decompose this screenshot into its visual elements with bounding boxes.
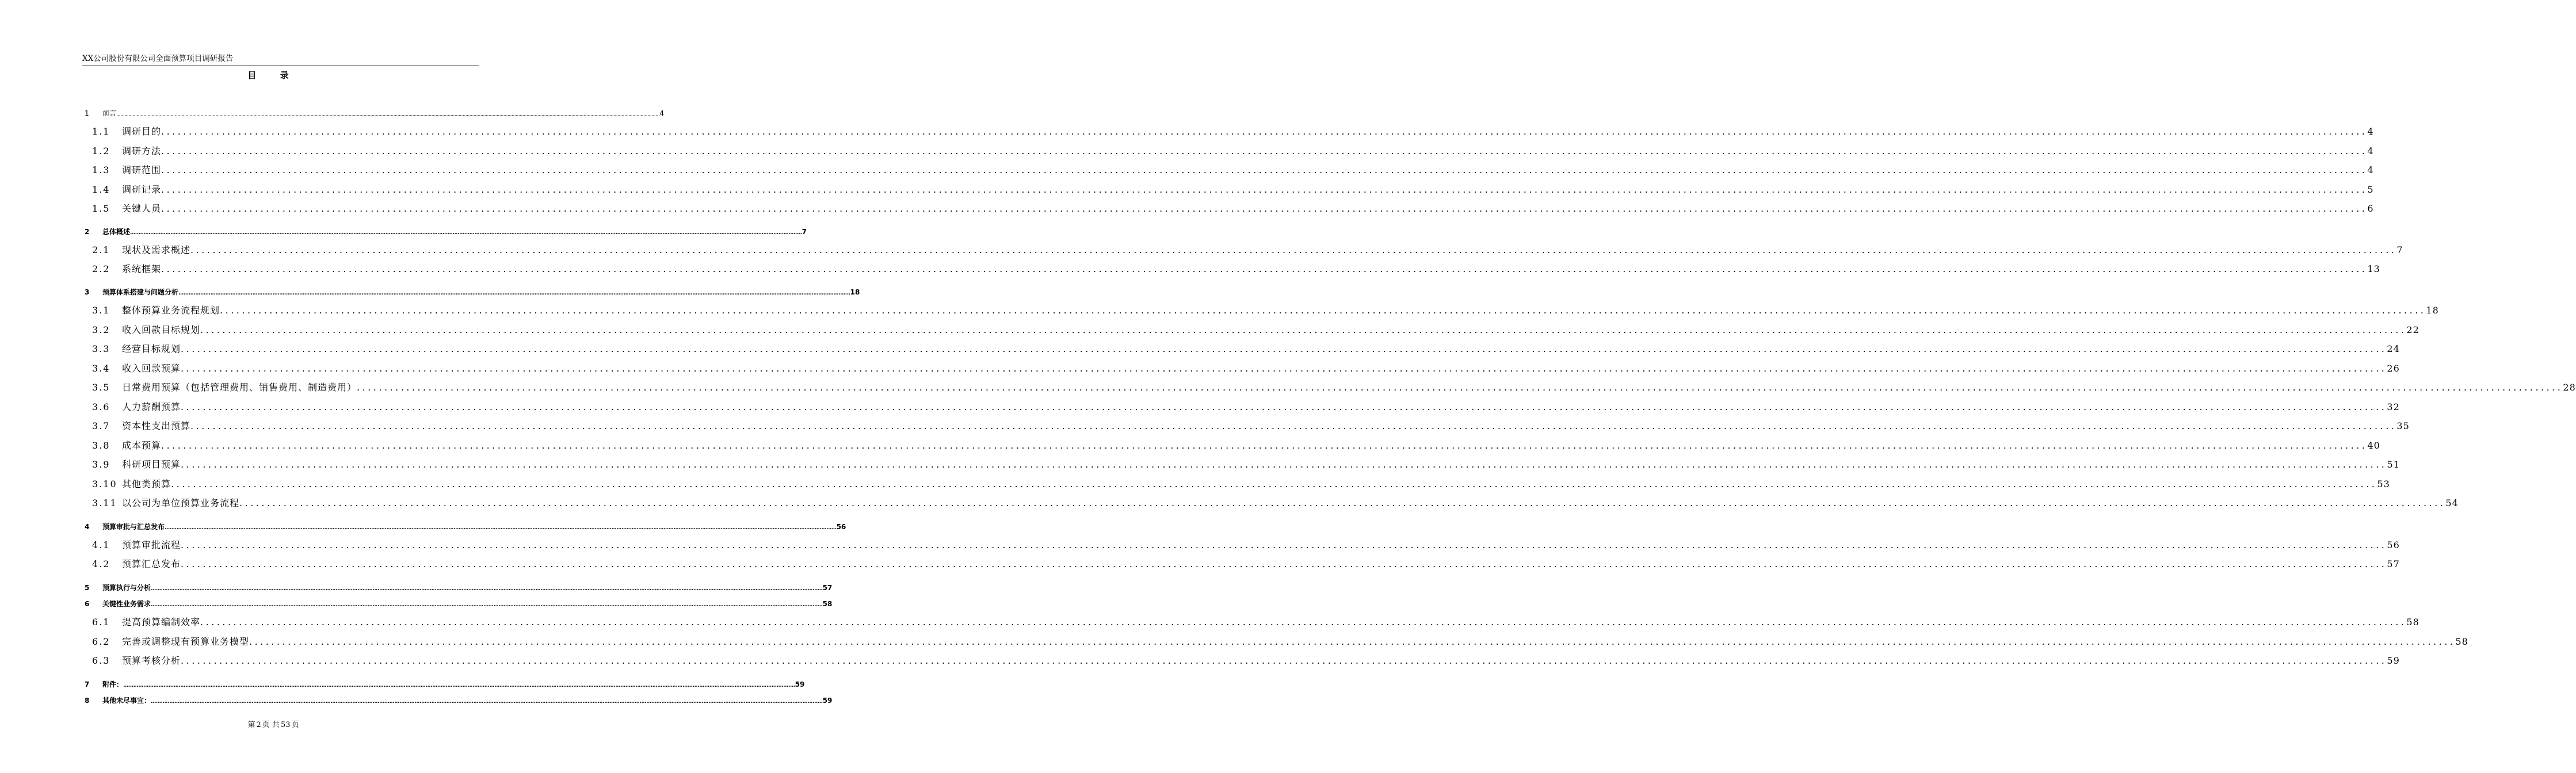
toc-entry-page: 4 [659, 109, 664, 117]
toc-entry-page: 57 [2387, 558, 2400, 569]
toc-entry-page: 40 [2367, 440, 2380, 451]
toc-chapter-entry[interactable] [85, 227, 807, 236]
toc-entry-title: 收入回款预算 [122, 363, 181, 374]
toc-entry-number: 1 [85, 109, 89, 117]
toc-entry-title: 预算审批与汇总发布 [102, 523, 165, 531]
toc-entry-page: 54 [2445, 498, 2459, 508]
toc-entry-title: 关键人员 [122, 203, 162, 214]
footer-current-page: 2 [256, 721, 261, 729]
toc-chapter-entry[interactable] [85, 109, 664, 118]
toc-entry-page: 59 [822, 697, 833, 705]
toc-entry-page: 18 [2426, 305, 2439, 316]
toc-entry-page: 58 [822, 600, 833, 608]
toc-dot-leader: ................................................................................................................................................................................................................................................................................................................................................................................................................ [161, 440, 2368, 451]
toc-dot-leader: ................................................................................................................................................................................................................................................................................................................................................................................................................ [200, 617, 2407, 627]
toc-entry-title: 其他类预算 [122, 479, 171, 489]
toc-dot-leader: ................................................................................................................................................................................................................................................................................................................................................................................................................ [165, 525, 837, 531]
toc-entry-page: 56 [2387, 539, 2400, 550]
toc-section-entry[interactable] [92, 144, 2374, 158]
toc-entry-title: 日常费用预算（包括管理费用、销售费用、制造费用） [122, 382, 357, 393]
toc-entry-number: 8 [85, 697, 90, 705]
toc-section-entry[interactable] [92, 163, 2374, 177]
toc-section-entry[interactable] [92, 304, 2439, 317]
toc-dot-leader: ................................................................................................................................................................................................................................................................................................................................................................................................................ [357, 382, 2563, 393]
toc-entry-number: 3.1 [92, 305, 110, 316]
toc-dot-leader: ................................................................................................................................................................................................................................................................................................................................................................................................................ [181, 655, 2387, 666]
toc-entry-page: 24 [2387, 343, 2400, 354]
toc-entry-title: 收入回款目标规划 [122, 324, 201, 335]
toc-entry-page: 51 [2387, 459, 2400, 470]
toc-chapter-entry[interactable] [85, 288, 860, 297]
toc-dot-leader: ................................................................................................................................................................................................................................................................................................................................................................................................................ [181, 401, 2387, 412]
toc-section-entry[interactable] [92, 419, 2410, 433]
toc-entry-title: 现状及需求概述 [122, 244, 191, 255]
running-header: XX公司股份有限公司全面预算项目调研报告 [82, 53, 479, 66]
toc-dot-leader: ................................................................................................................................................................................................................................................................................................................................................................................................................ [239, 498, 2446, 508]
toc-entry-title: 调研范围 [122, 164, 162, 175]
toc-entry-page: 53 [2377, 479, 2390, 489]
toc-dot-leader: ................................................................................................................................................................................................................................................................................................................................................................................................................ [161, 184, 2368, 195]
toc-entry-number: 1.4 [92, 184, 110, 195]
toc-entry-page: 4 [2367, 146, 2374, 156]
toc-section-entry[interactable] [92, 496, 2459, 510]
toc-section-entry[interactable] [92, 557, 2400, 571]
toc-entry-title: 资本性支出预算 [122, 420, 191, 431]
toc-entry-page: 58 [2406, 617, 2419, 627]
toc-entry-page: 28 [2563, 382, 2576, 393]
toc-entry-title: 预算考核分析 [122, 655, 181, 666]
toc-dot-leader: ................................................................................................................................................................................................................................................................................................................................................................................................................ [220, 305, 2426, 316]
toc-entry-title: 总体概述 [102, 228, 131, 236]
toc-entry-page: 22 [2406, 324, 2419, 335]
toc-section-entry[interactable] [92, 381, 2576, 395]
toc-chapter-entry[interactable] [85, 583, 833, 592]
toc-entry-page: 59 [2387, 655, 2400, 666]
toc-entry-page: 4 [2367, 126, 2374, 137]
toc-section-entry[interactable] [92, 538, 2400, 552]
toc-entry-title: 整体预算业务流程规划 [122, 305, 220, 316]
toc-entry-page: 4 [2367, 164, 2374, 175]
toc-entry-title: 前言 [102, 109, 117, 117]
toc-entry-number: 4 [85, 523, 90, 531]
toc-entry-page: 58 [2455, 636, 2468, 647]
toc-dot-leader: ................................................................................................................................................................................................................................................................................................................................................................................................................ [181, 558, 2387, 569]
toc-entry-title: 以公司为单位预算业务流程 [122, 498, 240, 508]
toc-dot-leader: ................................................................................................................................................................................................................................................................................................................................................................................................................ [161, 203, 2368, 214]
toc-entry-title: 提高预算编制效率 [122, 617, 201, 627]
toc-entry-number: 2.2 [92, 263, 110, 274]
toc-entry-title: 预算体系搭建与问题分析 [102, 288, 179, 296]
toc-entry-title: 经营目标规划 [122, 343, 181, 354]
toc-dot-leader: ................................................................................................................................................................................................................................................................................................................................................................................................................ [130, 230, 802, 236]
toc-chapter-entry[interactable] [85, 680, 805, 689]
toc-entry-number: 3.6 [92, 401, 110, 412]
toc-dot-leader: ................................................................................................................................................................................................................................................................................................................................................................................................................ [200, 324, 2407, 335]
toc-dot-leader: ................................................................................................................................................................................................................................................................................................................................................................................................................ [151, 699, 823, 705]
footer-mid: 页 共 [262, 721, 280, 729]
toc-entry-title: 调研方法 [122, 146, 162, 156]
page-footer [0, 718, 547, 729]
toc-entry-number: 3 [85, 288, 90, 296]
toc-entry-number: 1.1 [92, 126, 110, 137]
toc-section-entry[interactable] [92, 323, 2419, 337]
toc-dot-leader: ................................................................................................................................................................................................................................................................................................................................................................................................................ [181, 459, 2387, 470]
toc-dot-leader: ................................................................................................................................................................................................................................................................................................................................................................................................................ [151, 586, 823, 592]
toc-entry-number: 6.3 [92, 655, 110, 666]
toc-title: 目 录 [247, 70, 299, 81]
toc-dot-leader: ................................................................................................................................................................................................................................................................................................................................................................................................................ [161, 126, 2368, 137]
toc-entry-page: 13 [2367, 263, 2380, 274]
toc-entry-page: 5 [2367, 184, 2374, 195]
toc-entry-title: 完善或调整现有预算业务模型 [122, 636, 250, 647]
toc-entry-number: 1.5 [92, 203, 110, 214]
toc-section-entry[interactable] [92, 439, 2380, 453]
toc-dot-leader: ................................................................................................................................................................................................................................................................................................................................................................................................................ [161, 164, 2368, 175]
toc-dot-leader: ................................................................................................................................................................................................................................................................................................................................................................................................................ [116, 112, 660, 117]
footer-total-pages: 53 [280, 721, 291, 729]
toc-chapter-entry[interactable] [85, 599, 833, 609]
toc-section-entry[interactable] [92, 654, 2400, 668]
toc-entry-number: 3.2 [92, 324, 110, 335]
toc-dot-leader: ................................................................................................................................................................................................................................................................................................................................................................................................................ [171, 479, 2377, 489]
toc-dot-leader: ................................................................................................................................................................................................................................................................................................................................................................................................................ [161, 146, 2368, 156]
footer-prefix: 第 [247, 721, 255, 729]
toc-section-entry[interactable] [92, 243, 2403, 257]
toc-dot-leader: ................................................................................................................................................................................................................................................................................................................................................................................................................ [151, 602, 823, 608]
toc-entry-title: 其他未尽事宜： [102, 697, 151, 705]
toc-entry-number: 3.11 [92, 498, 117, 508]
toc-dot-leader: ................................................................................................................................................................................................................................................................................................................................................................................................................ [181, 343, 2387, 354]
toc-chapter-entry[interactable] [85, 696, 833, 705]
toc-dot-leader: ................................................................................................................................................................................................................................................................................................................................................................................................................ [178, 290, 850, 296]
toc-section-entry[interactable] [92, 362, 2400, 376]
toc-entry-page: 59 [795, 680, 805, 688]
toc-entry-title: 调研目的 [122, 126, 162, 137]
toc-section-entry[interactable] [92, 477, 2390, 491]
toc-entry-number: 4.2 [92, 558, 110, 569]
toc-chapter-entry[interactable] [85, 522, 846, 531]
toc-entry-page: 56 [836, 523, 846, 531]
toc-entry-title: 科研项目预算 [122, 459, 181, 470]
toc-entry-title: 关键性业务需求 [102, 600, 151, 608]
toc-entry-number: 2.1 [92, 244, 110, 255]
toc-entry-number: 6 [85, 600, 90, 608]
toc-dot-leader: ................................................................................................................................................................................................................................................................................................................................................................................................................ [161, 263, 2368, 274]
toc-entry-number: 3.8 [92, 440, 110, 451]
toc-entry-page: 6 [2367, 203, 2374, 214]
toc-entry-number: 6.1 [92, 617, 110, 627]
toc-entry-title: 预算审批流程 [122, 539, 181, 550]
toc-entry-number: 1.2 [92, 146, 110, 156]
toc-entry-page: 26 [2387, 363, 2400, 374]
toc-entry-number: 3.7 [92, 420, 110, 431]
toc-entry-title: 系统框架 [122, 263, 162, 274]
toc-entry-number: 5 [85, 584, 90, 592]
toc-entry-title: 人力薪酬预算 [122, 401, 181, 412]
toc-section-entry[interactable] [92, 202, 2374, 216]
toc-section-entry[interactable] [92, 635, 2468, 649]
toc-entry-number: 1.3 [92, 164, 110, 175]
toc-entry-title: 附件： [102, 680, 124, 688]
toc-entry-number: 6.2 [92, 636, 110, 647]
toc-entry-number: 2 [85, 228, 90, 236]
toc-entry-number: 4.1 [92, 539, 110, 550]
toc-entry-title: 调研记录 [122, 184, 162, 195]
toc-entry-page: 32 [2387, 401, 2400, 412]
toc-section-entry[interactable] [92, 458, 2400, 472]
toc-entry-page: 35 [2396, 420, 2410, 431]
toc-dot-leader: ................................................................................................................................................................................................................................................................................................................................................................................................................ [181, 363, 2387, 374]
toc-entry-page: 57 [822, 584, 833, 592]
toc-entry-number: 3.9 [92, 459, 110, 470]
toc-section-entry[interactable] [92, 400, 2400, 414]
toc-entry-number: 3.10 [92, 479, 117, 489]
toc-entry-number: 7 [85, 680, 90, 688]
toc-entry-number: 3.5 [92, 382, 110, 393]
toc-section-entry[interactable] [92, 342, 2400, 356]
toc-entry-page: 7 [2396, 244, 2403, 255]
toc-entry-page: 7 [802, 228, 807, 236]
toc-entry-title: 成本预算 [122, 440, 162, 451]
toc-dot-leader: ................................................................................................................................................................................................................................................................................................................................................................................................................ [190, 420, 2397, 431]
toc-dot-leader: ................................................................................................................................................................................................................................................................................................................................................................................................................ [249, 636, 2456, 647]
toc-dot-leader: ................................................................................................................................................................................................................................................................................................................................................................................................................ [181, 539, 2387, 550]
toc-section-entry[interactable] [92, 183, 2374, 197]
toc-section-entry[interactable] [92, 615, 2419, 629]
footer-suffix: 页 [291, 721, 299, 729]
toc-section-entry[interactable] [92, 262, 2380, 276]
toc-dot-leader: ................................................................................................................................................................................................................................................................................................................................................................................................................ [190, 244, 2397, 255]
toc-entry-title: 预算执行与分析 [102, 584, 151, 592]
toc-section-entry[interactable] [92, 125, 2374, 139]
toc-entry-page: 18 [850, 288, 860, 296]
toc-entry-title: 预算汇总发布 [122, 558, 181, 569]
toc-entry-number: 3.4 [92, 363, 110, 374]
toc-entry-number: 3.3 [92, 343, 110, 354]
toc-dot-leader: ................................................................................................................................................................................................................................................................................................................................................................................................................ [123, 683, 795, 688]
